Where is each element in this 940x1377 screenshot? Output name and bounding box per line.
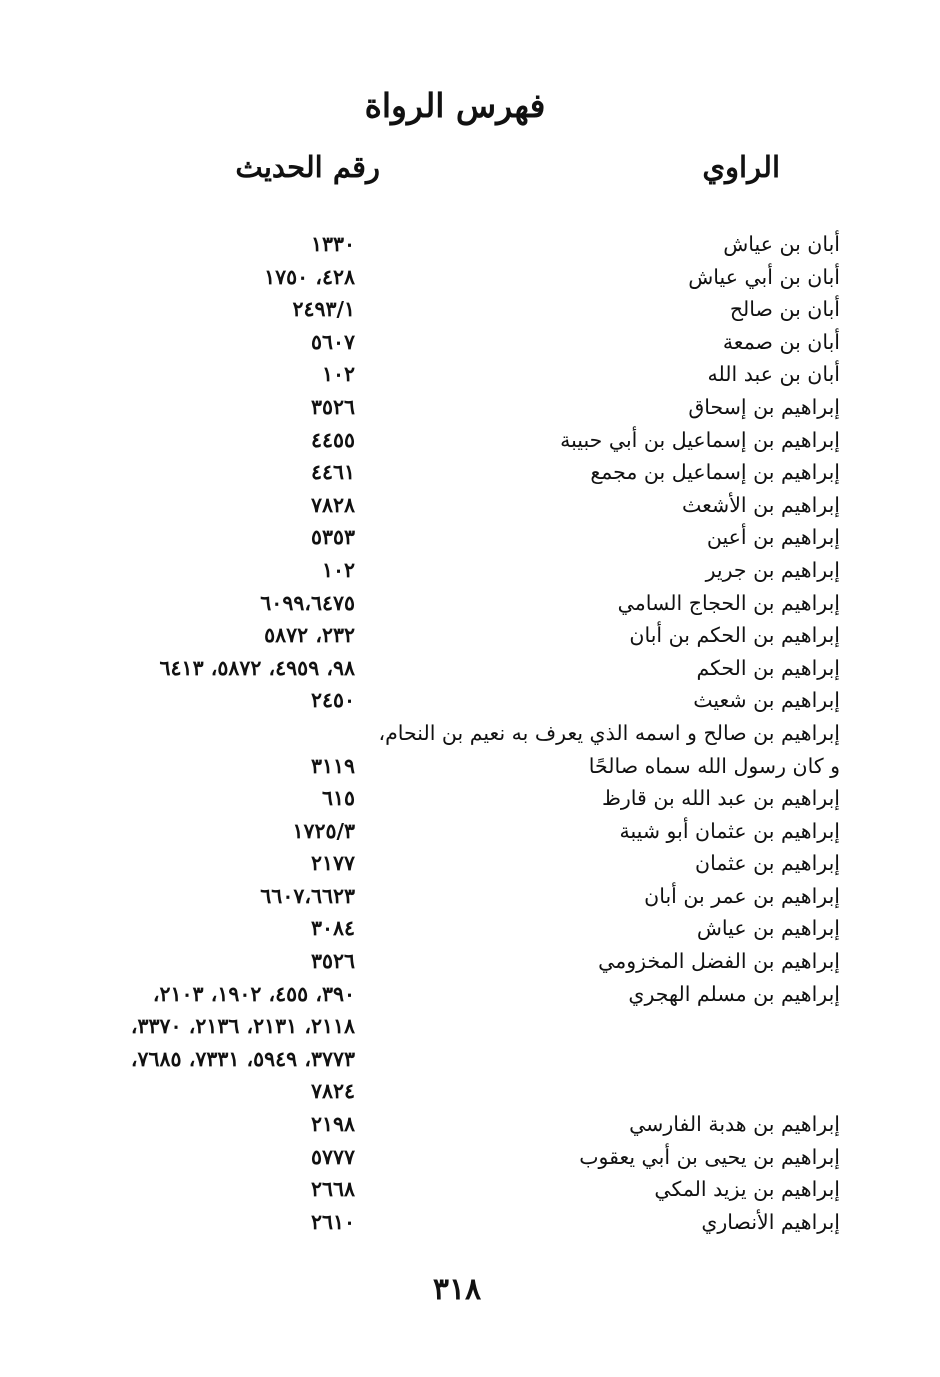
hadith-numbers: ٤٤٦١ [310, 460, 355, 485]
index-entry [0, 1108, 940, 1141]
narrator-name: إبراهيم بن الحكم بن أبان [629, 623, 840, 648]
narrator-name: إبراهيم بن عثمان [695, 851, 840, 876]
narrator-name: و كان رسول الله سماه صالحًا [588, 753, 840, 778]
index-entry [0, 717, 940, 750]
hadith-numbers: ٧٨٢٤ [310, 1079, 355, 1104]
index-entry [0, 424, 940, 457]
index-entry [0, 587, 940, 620]
hadith-numbers: ٣٩٠، ٤٥٥، ١٩٠٢، ٢١٠٣، [152, 981, 355, 1006]
narrator-name: إبراهيم بن الحكم [696, 655, 840, 680]
hadith-numbers: ٢٤٥٠ [310, 688, 355, 713]
hadith-numbers: ١٣٣٠ [310, 232, 355, 256]
column-header-narrator: الراوي [702, 150, 780, 184]
narrator-name: إبراهيم بن صالح و اسمه الذي يعرف به نعيم بن النحام، [378, 720, 840, 745]
index-entry [0, 750, 940, 783]
hadith-numbers: ٧٨٢٨ [310, 492, 355, 517]
narrator-name: إبراهيم بن إسحاق [688, 394, 840, 419]
index-entry [0, 554, 940, 587]
index-entry [0, 391, 940, 424]
narrator-name: أبان بن عبد الله [707, 362, 840, 387]
narrator-name: إبراهيم بن هدبة الفارسي [629, 1112, 840, 1137]
narrator-name: إبراهيم بن عمر بن أبان [644, 883, 840, 908]
index-entry [0, 1206, 940, 1239]
hadith-numbers: ١٠٢ [321, 362, 355, 387]
narrator-name: إبراهيم بن إسماعيل بن مجمع [590, 460, 840, 485]
index-entry [0, 1173, 940, 1206]
narrator-name: إبراهيم بن مسلم الهجري [628, 981, 840, 1006]
index-entry [0, 684, 940, 717]
index-entry [0, 1075, 940, 1108]
hadith-numbers: ٤٢٨، ١٧٥٠ [264, 264, 355, 289]
index-entry [0, 1010, 940, 1043]
index-entry [0, 847, 940, 880]
narrator-name: إبراهيم بن يحيى بن أبي يعقوب [579, 1144, 840, 1169]
hadith-numbers: ٦٠٩٩،٦٤٧٥ [260, 590, 355, 615]
narrator-name: إبراهيم بن عثمان أبو شيبة [619, 818, 840, 843]
index-entry [0, 1141, 940, 1174]
index-entry [0, 293, 940, 326]
index-entry [0, 489, 940, 522]
hadith-numbers: ٢٤٩٣/١ [292, 297, 355, 322]
hadith-numbers: ٣٠٨٤ [310, 916, 355, 941]
hadith-numbers: ٢٦٦٨ [310, 1177, 355, 1202]
hadith-numbers: ١٧٢٥/٣ [292, 818, 355, 843]
hadith-numbers: ٢١١٨، ٢١٣١، ٢١٣٦، ٣٣٧٠، [130, 1014, 355, 1039]
narrator-name: إبراهيم بن الفضل المخزومي [598, 949, 840, 974]
index-entry [0, 521, 940, 554]
hadith-numbers: ٩٨، ٤٩٥٩، ٥٨٧٢، ٦٤١٣ [159, 655, 355, 680]
hadith-numbers: ٢١٩٨ [310, 1112, 355, 1137]
narrator-name: إبراهيم بن أعين [706, 525, 840, 550]
narrator-name: أبان بن عياش [723, 232, 840, 256]
index-entry [0, 945, 940, 978]
column-header-hadith-number: رقم الحديث [235, 150, 380, 184]
index-entry [0, 619, 940, 652]
hadith-numbers: ٢١٧٧ [310, 851, 355, 876]
index-entry [0, 456, 940, 489]
narrator-name: إبراهيم بن شعيث [693, 688, 840, 713]
index-entry [0, 228, 940, 261]
hadith-numbers: ٥٦٠٧ [310, 329, 355, 354]
hadith-numbers: ٣٥٢٦ [310, 949, 355, 974]
narrator-name: إبراهيم بن الحجاج السامي [617, 590, 840, 615]
index-entry [0, 652, 940, 685]
narrator-name: إبراهيم بن عبد الله بن قارظ [601, 786, 840, 811]
hadith-numbers: ٢٦١٠ [310, 1209, 355, 1234]
narrator-index-list [0, 228, 940, 1238]
index-entry [0, 1043, 940, 1076]
hadith-numbers: ٥٣٥٣ [310, 525, 355, 550]
narrator-name: أبان بن صالح [729, 297, 840, 322]
hadith-numbers: ٢٣٢، ٥٨٧٢ [264, 623, 355, 648]
narrator-name: أبان بن أبي عياش [688, 264, 840, 289]
page-number: ٣١٨ [432, 1272, 482, 1307]
index-entry [0, 358, 940, 391]
page-title: فهرس الرواة [364, 86, 546, 125]
narrator-name: إبراهيم بن عياش [696, 916, 840, 941]
hadith-numbers: ٤٤٥٥ [310, 427, 355, 452]
hadith-numbers: ٣٥٢٦ [310, 394, 355, 419]
index-entry [0, 261, 940, 294]
hadith-numbers: ٥٧٧٧ [310, 1144, 355, 1169]
index-entry [0, 782, 940, 815]
index-entry [0, 978, 940, 1011]
index-entry [0, 880, 940, 913]
hadith-numbers: ١٠٢ [321, 557, 355, 582]
narrator-name: إبراهيم الأنصاري [701, 1209, 840, 1234]
narrator-name: إبراهيم بن إسماعيل بن أبي حبيبة [560, 427, 840, 452]
index-entry [0, 326, 940, 359]
hadith-numbers: ٦١٥ [321, 786, 355, 811]
narrator-name: أبان بن صمعة [722, 329, 840, 354]
index-entry [0, 912, 940, 945]
index-entry [0, 815, 940, 848]
narrator-name: إبراهيم بن يزيد المكي [654, 1177, 840, 1202]
narrator-name: إبراهيم بن جرير [705, 557, 840, 582]
hadith-numbers: ٣١١٩ [310, 753, 355, 778]
hadith-numbers: ٣٧٧٣، ٥٩٤٩، ٧٣٣١، ٧٦٨٥، [130, 1046, 355, 1071]
hadith-numbers: ٦٦٠٧،٦٦٢٣ [260, 883, 355, 908]
narrator-name: إبراهيم بن الأشعث [682, 492, 840, 517]
